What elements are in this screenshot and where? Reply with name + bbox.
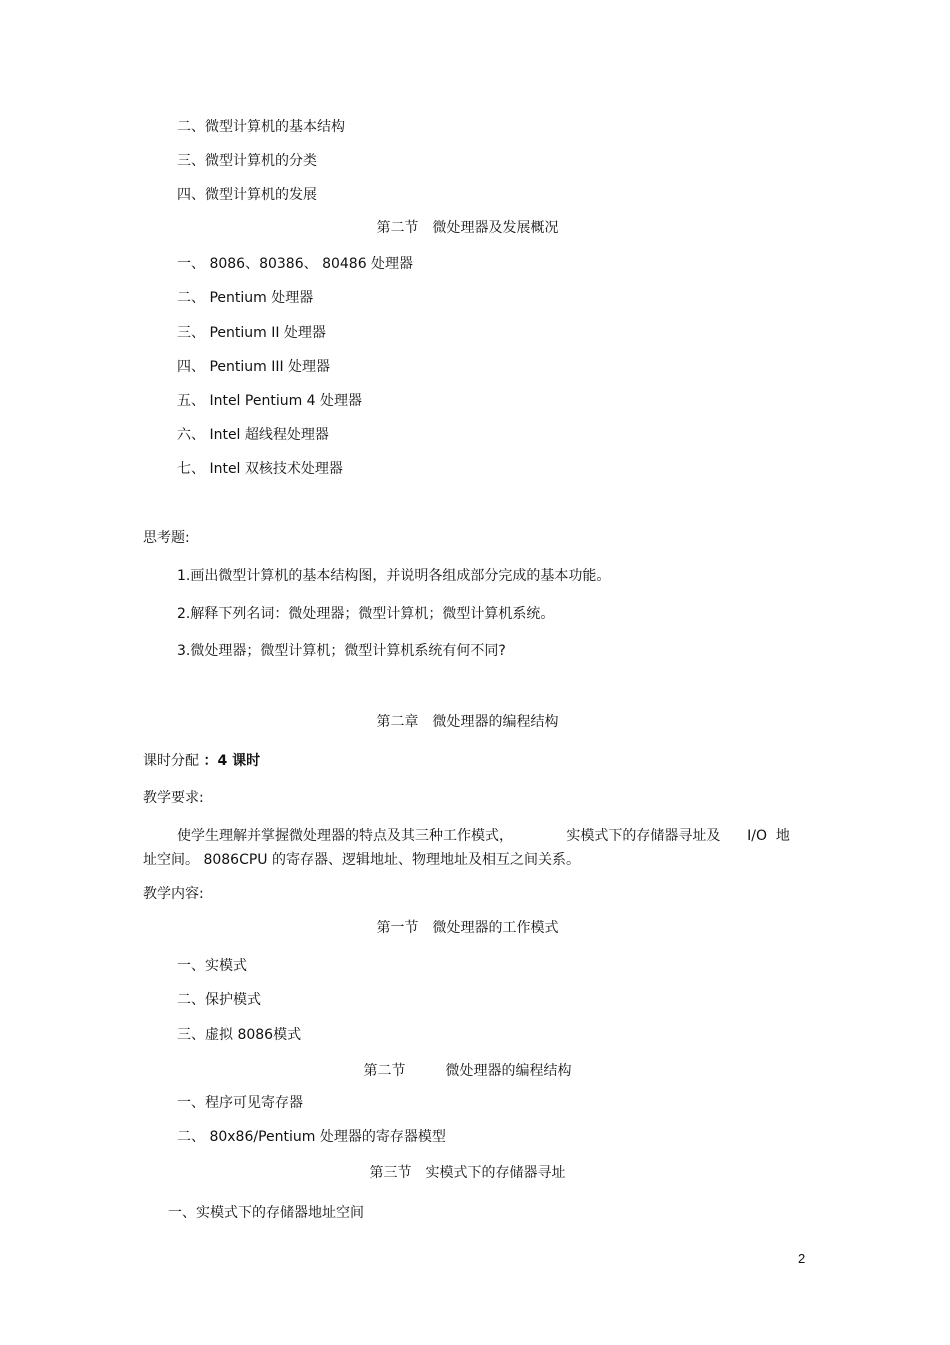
section-heading: [0, 1061, 935, 1081]
section-title: 微处理器的工作模式: [432, 920, 559, 936]
class-hours-label: 课时分配: [143, 753, 199, 769]
page-number: 2: [798, 1251, 806, 1266]
outline-item: 六、 Intel 超线程处理器: [177, 427, 329, 443]
requirements-line: 址空间。 8086CPU 的寄存器、逻辑地址、物理地址及相互之间关系。: [143, 852, 580, 868]
content-label: 教学内容:: [143, 886, 204, 902]
section-number: 第二节: [363, 1063, 406, 1079]
section-heading: [0, 1163, 935, 1183]
requirements-line: 使学生理解并掌握微处理器的特点及其三种工作模式， 实模式下的存储器寻址及 I/O 地: [177, 828, 790, 844]
chapter-title: 微处理器的编程结构: [432, 714, 559, 730]
outline-item: 一、实模式: [177, 958, 247, 974]
section-number: 第一节: [376, 920, 419, 936]
outline-item: 五、 Intel Pentium 4 处理器: [177, 393, 363, 409]
exercise-question: 1.画出微型计算机的基本结构图，并说明各组成部分完成的基本功能。: [177, 568, 611, 584]
section-title: 微处理器的编程结构: [445, 1063, 572, 1079]
outline-item: 二、 Pentium 处理器: [177, 290, 314, 306]
outline-item: 一、 8086、80386、 80486 处理器: [177, 256, 414, 272]
chapter-heading: [0, 712, 935, 732]
class-hours: [143, 751, 260, 771]
outline-item: 一、实模式下的存储器地址空间: [168, 1205, 364, 1221]
outline-item: 三、微型计算机的分类: [177, 153, 317, 169]
section-heading: [0, 218, 935, 238]
section-title: 实模式下的存储器寻址: [425, 1165, 566, 1181]
outline-item: 二、保护模式: [177, 992, 261, 1008]
outline-item: 一、程序可见寄存器: [177, 1095, 303, 1111]
class-hours-value: ：4 课时: [203, 753, 261, 769]
exercise-question: 2.解释下列名词：微处理器；微型计算机；微型计算机系统。: [177, 606, 555, 622]
outline-item: 三、虚拟 8086模式: [177, 1027, 302, 1043]
outline-item: 四、 Pentium III 处理器: [177, 359, 331, 375]
exercises-label: 思考题:: [143, 530, 190, 546]
outline-item: 三、 Pentium II 处理器: [177, 325, 326, 341]
outline-item: 二、 80x86/Pentium 处理器的寄存器模型: [177, 1129, 446, 1145]
section-number: 第三节: [369, 1165, 412, 1181]
outline-item: 四、微型计算机的发展: [177, 187, 317, 203]
section-number: 第二节: [376, 220, 419, 236]
section-heading: [0, 918, 935, 938]
requirements-paragraph: [143, 824, 807, 872]
outline-item: 二、微型计算机的基本结构: [177, 119, 345, 135]
requirements-label: 教学要求:: [143, 790, 204, 806]
section-title: 微处理器及发展概况: [432, 220, 559, 236]
chapter-number: 第二章: [376, 714, 419, 730]
outline-item: 七、 Intel 双核技术处理器: [177, 461, 343, 477]
exercise-question: 3.微处理器；微型计算机；微型计算机系统有何不同?: [177, 643, 506, 659]
